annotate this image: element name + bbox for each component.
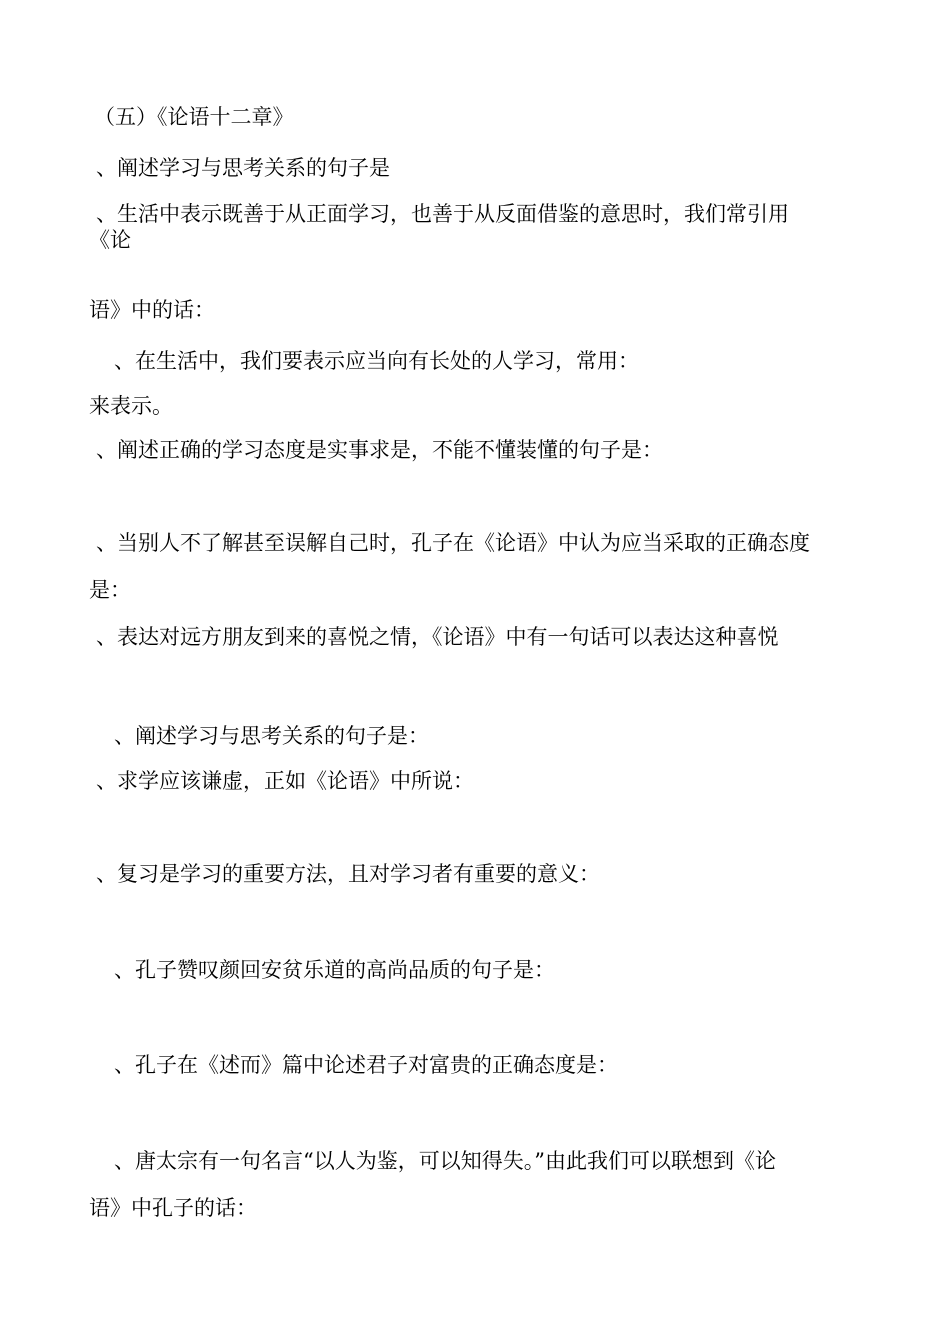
- question-line: 来表示。: [89, 394, 173, 418]
- question-line: 、当别人不了解甚至误解自己时，孔子在《论语》中认为应当采取的正确态度: [96, 531, 810, 555]
- question-line: 语》中孔子的话：: [89, 1196, 257, 1220]
- question-line: 、阐述学习与思考关系的句子是：: [114, 724, 429, 748]
- question-line: 、表达对远方朋友到来的喜悦之情，《论语》中有一句话可以表达这种喜悦: [96, 625, 779, 649]
- question-line: 是：: [89, 578, 131, 602]
- question-line: 、在生活中，我们要表示应当向有长处的人学习，常用：: [114, 349, 639, 373]
- question-line: 、唐太宗有一句名言“以人为鉴，可以知得失。”由此我们可以联想到《论: [114, 1149, 776, 1173]
- question-line: 语》中的话：: [89, 298, 215, 322]
- question-line: 、阐述正确的学习态度是实事求是，不能不懂装懂的句子是：: [96, 438, 663, 462]
- question-line: 、孔子赞叹颜回安贫乐道的高尚品质的句子是：: [114, 958, 555, 982]
- question-line: 、孔子在《述而》篇中论述君子对富贵的正确态度是：: [114, 1053, 618, 1077]
- question-line: 、生活中表示既善于从正面学习，也善于从反面借鉴的意思时，我们常引用: [96, 202, 789, 226]
- section-title: （五）《论语十二章》: [94, 105, 294, 129]
- question-line: 《论: [89, 228, 131, 252]
- question-line: 、阐述学习与思考关系的句子是: [96, 156, 390, 180]
- question-line: 、求学应该谦虚，正如《论语》中所说：: [96, 769, 474, 793]
- question-line: 、复习是学习的重要方法，且对学习者有重要的意义：: [96, 862, 600, 886]
